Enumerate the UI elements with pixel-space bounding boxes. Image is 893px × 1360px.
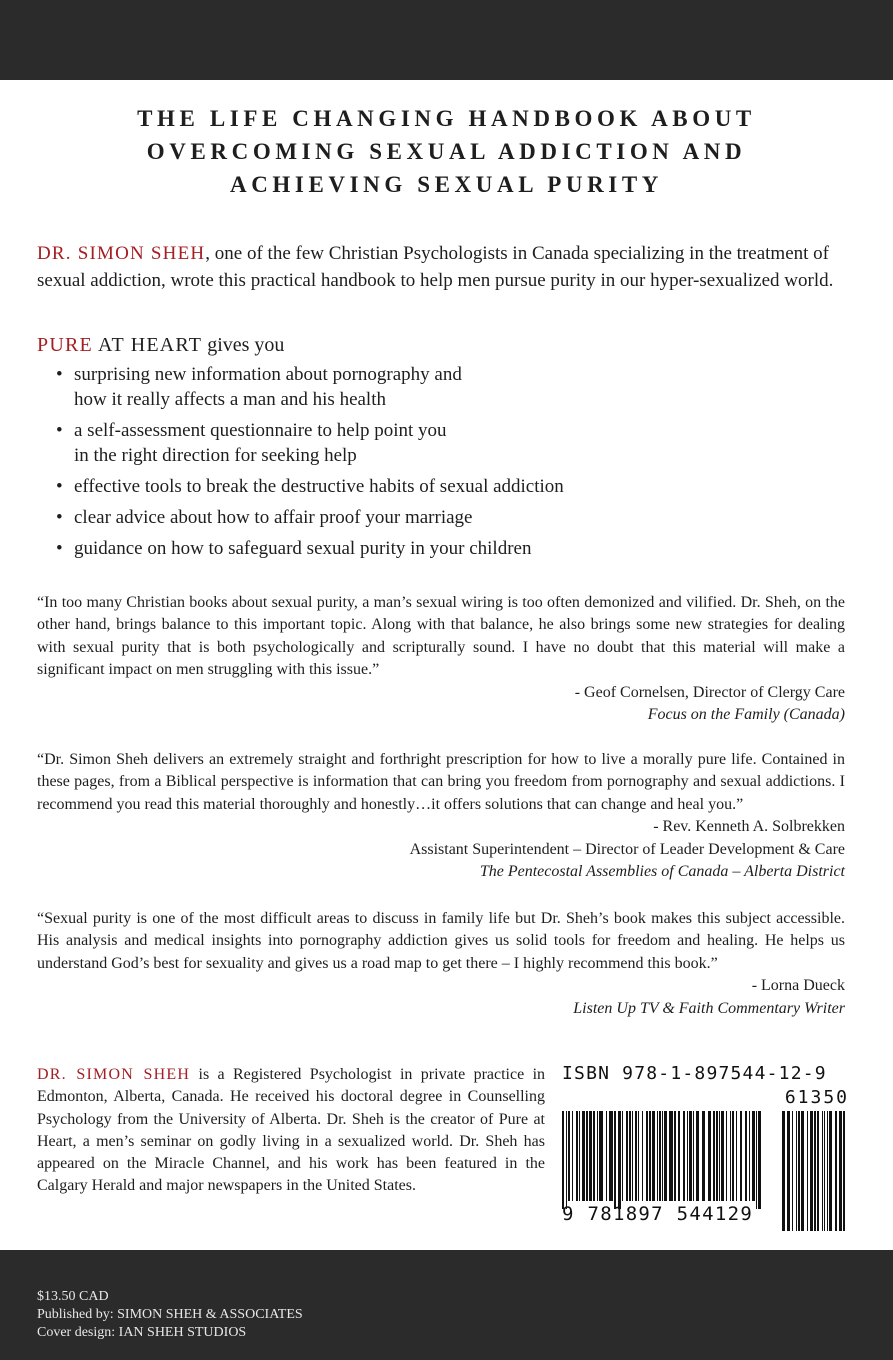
barcode-bar — [638, 1111, 639, 1201]
barcode-bar — [696, 1111, 699, 1201]
barcode-bar — [597, 1111, 598, 1201]
barcode-bar — [713, 1111, 715, 1201]
benefits-list — [56, 362, 856, 567]
testimonial-text: “Dr. Simon Sheh delivers an extremely straight and forthright prescription for how to live a morally pure life. Contained in these pages, from a Biblical perspective is information that can bring you freedom from pornography and sexual addictions. I recommend you read this material thoroughly and honestly…it offers solutions that can change and heal you.” — [37, 751, 845, 813]
barcode-bar — [726, 1111, 727, 1201]
barcode-bar — [642, 1111, 643, 1201]
intro-text: , one of the few Christian Psychologists in Canada specializing in the treatment of sexual addiction, wrote this practical handbook to help men pursue purity in our hyper-sexualized world. — [37, 243, 834, 291]
list-item — [56, 536, 856, 561]
gives-you-text: gives you — [202, 334, 285, 356]
barcode-bar — [606, 1111, 607, 1201]
barcode-addon-bars — [782, 1111, 848, 1231]
bullet-line: guidance on how to safeguard sexual purity in your children — [74, 538, 532, 559]
barcode-bar — [843, 1111, 845, 1231]
at-heart-word: AT HEART — [92, 334, 203, 356]
author-bio — [37, 1064, 545, 1198]
barcode-bar — [593, 1111, 595, 1201]
barcode-bar — [740, 1111, 742, 1201]
barcode-bar — [579, 1111, 580, 1201]
barcode-bar — [659, 1111, 661, 1201]
barcode-bar — [758, 1111, 761, 1209]
barcode-bar — [730, 1111, 731, 1201]
barcode-bar — [622, 1111, 623, 1201]
bio-text: is a Registered Psychologist in private practice in Edmonton, Alberta, Canada. He received his doctoral degree in Counselling Psychology from the University of Alberta. Dr. Sheh is the creator of Pure at Heart, a men’s seminar on godly living in a sexualized world. Dr. Sheh has appeared on the Miracle Channel, and his work has been featured in the Calgary Herald and major newspapers in the United States. — [37, 1066, 546, 1195]
barcode-bar — [674, 1111, 676, 1201]
testimonial-organization: Listen Up TV & Faith Commentary Writer — [573, 999, 845, 1017]
barcode-bar — [702, 1111, 705, 1201]
testimonial-author: - Lorna Dueck — [751, 977, 845, 995]
barcode-bar — [589, 1111, 592, 1201]
barcode-bar — [687, 1111, 688, 1201]
testimonial-text: “In too many Christian books about sexual purity, a man’s sexual wiring is too often demonized and vilified. Dr. Sheh, on the other hand, brings balance to this important topic. Along with that balance, he also brings some new strategies for dealing with sexual purity that is both psychologically and scripturally sound. I have no doubt that this material will make a significant impact on men struggling with this issue.” — [37, 594, 845, 679]
top-band — [0, 0, 893, 80]
bullet-line: how it really affects a man and his health — [74, 389, 386, 410]
price-addon-digits: 61350 — [784, 1087, 849, 1108]
barcode-bar — [782, 1111, 785, 1231]
barcode-bar — [664, 1111, 667, 1201]
barcode-bar — [678, 1111, 680, 1201]
barcode-bar — [822, 1111, 823, 1231]
bullet-line: clear advice about how to affair proof your marriage — [74, 507, 473, 528]
testimonial-author: - Geof Cornelsen, Director of Clergy Care — [574, 683, 845, 701]
author-name: DR. SIMON SHEH — [37, 243, 206, 264]
barcode-bar — [708, 1111, 711, 1201]
gives-you-heading — [37, 331, 852, 359]
bullet-line: in the right direction for seeking help — [74, 445, 357, 466]
barcode-bar — [824, 1111, 825, 1231]
barcode-bar — [792, 1111, 793, 1231]
list-item — [56, 505, 856, 530]
headline-line-2: OVERCOMING SEXUAL ADDICTION AND — [146, 139, 747, 164]
barcode-bar — [614, 1111, 616, 1209]
testimonial-2 — [37, 749, 845, 883]
barcode-bar — [801, 1111, 804, 1231]
barcode-bar — [756, 1111, 757, 1209]
barcode-bar — [657, 1111, 658, 1201]
barcode-bar — [721, 1111, 724, 1201]
barcode-bar — [807, 1111, 808, 1231]
barcode-bar — [716, 1111, 718, 1201]
barcode-main-bars — [562, 1111, 762, 1209]
testimonial-organization: The Pentecostal Assemblies of Canada – Alberta District — [479, 863, 845, 881]
barcode-bar — [693, 1111, 694, 1201]
barcode-bar — [632, 1111, 633, 1201]
barcode-bar — [689, 1111, 692, 1201]
barcode-bar — [609, 1111, 613, 1201]
testimonial-organization: Focus on the Family (Canada) — [647, 706, 845, 724]
barcode-bar — [562, 1111, 564, 1209]
list-item — [56, 418, 856, 468]
barcode-bar — [662, 1111, 663, 1201]
barcode-bar — [669, 1111, 673, 1201]
testimonial-author-title: Assistant Superintendent – Director of Leader Development & Care — [409, 840, 845, 858]
pure-word: PURE — [37, 334, 93, 356]
barcode-bar — [652, 1111, 655, 1201]
barcode-bar — [732, 1111, 734, 1201]
barcode-bar — [719, 1111, 720, 1201]
bullet-line: a self-assessment questionnaire to help point you — [74, 420, 447, 441]
testimonial-1 — [37, 592, 845, 726]
barcode-bar — [817, 1111, 819, 1231]
barcode-bar — [629, 1111, 631, 1201]
price-label: $13.50 CAD — [37, 1289, 109, 1304]
barcode-bar — [586, 1111, 588, 1201]
intro-paragraph — [37, 240, 852, 294]
barcode-bar — [626, 1111, 628, 1201]
publisher-label: Published by: SIMON SHEH & ASSOCIATES — [37, 1307, 303, 1322]
isbn-barcode — [562, 1063, 849, 1233]
cover-design-label: Cover design: IAN SHEH STUDIOS — [37, 1325, 247, 1340]
barcode-bar — [646, 1111, 648, 1201]
testimonial-author: - Rev. Kenneth A. Solbrekken — [653, 818, 845, 836]
barcode-bar — [796, 1111, 797, 1231]
barcode-bar — [787, 1111, 790, 1231]
footer-info — [37, 1288, 303, 1342]
headline — [40, 102, 853, 201]
headline-line-3: ACHIEVING SEXUAL PURITY — [230, 172, 663, 197]
barcode-bar — [736, 1111, 737, 1201]
barcode-bar — [798, 1111, 800, 1231]
barcode-bar — [566, 1111, 567, 1209]
barcode-bar — [745, 1111, 747, 1201]
barcode-bar — [810, 1111, 813, 1231]
barcode-digits: 9 781897 544129 — [562, 1203, 754, 1225]
barcode-bar — [618, 1111, 621, 1209]
barcode-bar — [683, 1111, 685, 1201]
bio-author-name: DR. SIMON SHEH — [37, 1066, 191, 1083]
bullet-line: effective tools to break the destructive habits of sexual addiction — [74, 476, 564, 497]
barcode-bar — [749, 1111, 750, 1201]
testimonial-3 — [37, 908, 845, 1020]
testimonial-text: “Sexual purity is one of the most difficult areas to discuss in family life but Dr. Sheh’s book makes this subject accessible. His analysis and medical insights into pornography addiction gives us solid tools for freedom and healing. He helps us understand God’s best for sexuality and gives us a road map to get there – I highly recommend this book.” — [37, 910, 845, 972]
barcode-bar — [649, 1111, 651, 1201]
barcode-bar — [829, 1111, 832, 1231]
list-item — [56, 362, 856, 412]
headline-line-1: THE LIFE CHANGING HANDBOOK ABOUT — [137, 106, 756, 131]
barcode-bar — [582, 1111, 585, 1201]
isbn-label: ISBN 978-1-897544-12-9 — [562, 1063, 827, 1084]
bullet-line: surprising new information about pornography and — [74, 364, 462, 385]
barcode-bar — [814, 1111, 816, 1231]
barcode-bar — [635, 1111, 637, 1201]
barcode-bar — [599, 1111, 603, 1201]
barcode-bar — [576, 1111, 578, 1201]
barcode-bar — [835, 1111, 837, 1231]
barcode-bar — [568, 1111, 570, 1201]
barcode-bar — [572, 1111, 573, 1201]
barcode-bar — [752, 1111, 755, 1201]
barcode-bar — [839, 1111, 842, 1231]
barcode-bar — [827, 1111, 828, 1231]
list-item — [56, 474, 856, 499]
